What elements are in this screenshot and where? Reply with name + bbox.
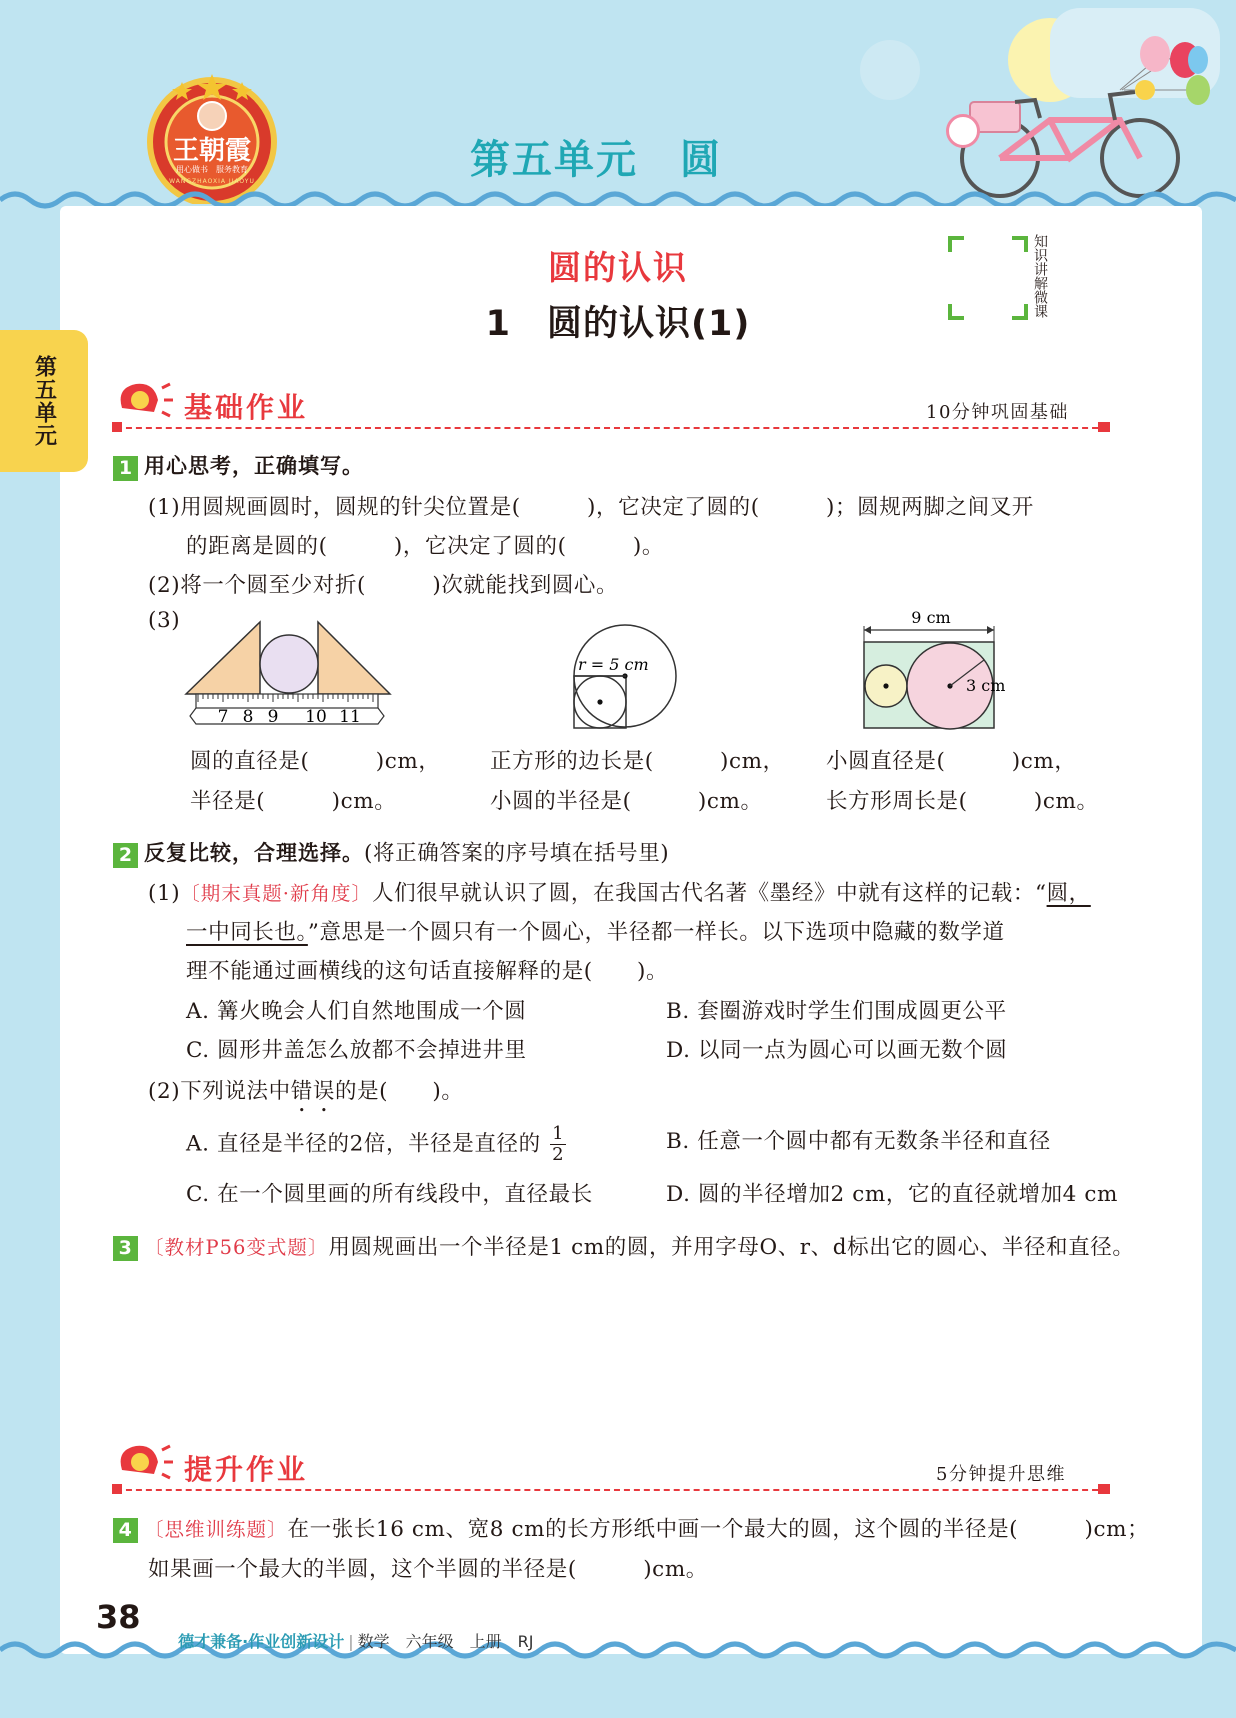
question-4-line2: 如果画一个最大的半圆，这个半圆的半径是( )cm。 <box>148 1557 708 1582</box>
figure-triangles-ruler <box>184 618 394 730</box>
width-label: 9 cm <box>911 608 951 627</box>
question-text: 在一张长16 cm、宽8 cm的长方形纸中画一个最大的圆，这个圆的半径是( )cm； <box>287 1517 1150 1542</box>
section-advance-note: 5分钟提升思维 <box>936 1464 1066 1485</box>
q2-p2-option-a[interactable] <box>186 1124 566 1165</box>
megaphone-icon <box>114 378 174 424</box>
page-number: 38 <box>96 1598 141 1636</box>
q2-part1-line2 <box>186 915 1005 946</box>
fraction <box>550 1124 566 1165</box>
footer-series <box>168 1610 534 1652</box>
unit-side-tab-label: 第五单元 <box>31 355 57 447</box>
question-title: 反复比较，合理选择。 <box>144 841 364 865</box>
topic-title: 圆的认识 <box>548 248 688 287</box>
source-tag: 〔教材P56变式题〕 <box>144 1236 329 1259</box>
question-4-line1 <box>113 1512 1149 1543</box>
bicycle-illustration <box>940 30 1210 205</box>
figure-rectangle-circles <box>858 608 1008 734</box>
fraction-numerator: 1 <box>552 1123 565 1144</box>
section-advance-divider <box>116 1489 1108 1491</box>
divider-end-left <box>112 1484 122 1494</box>
publisher-logo <box>146 72 278 204</box>
section-basic-title: 基础作业 <box>184 391 309 424</box>
fig1-answer-1: 圆的直径是( )cm， <box>190 749 441 774</box>
series-name: 德才兼备·作业创新设计 <box>178 1632 345 1651</box>
passage-text: ”意思是一个圆只有一个圆心，半径都一样长。以下选项中隐藏的数学道 <box>307 920 1005 945</box>
underlined-quote: 一中同长也。 <box>186 920 308 945</box>
lesson-title: 1 圆的认识(1) <box>485 304 751 344</box>
part-label: (1) <box>148 881 181 906</box>
figure-circle-square <box>568 622 684 732</box>
ruler-tick-label: 10 <box>305 707 327 727</box>
source-tag: 〔期末真题·新角度〕 <box>180 882 372 905</box>
stem-text: 的是( )。 <box>334 1079 464 1104</box>
ruler-tick-label: 11 <box>339 707 361 727</box>
q2-p1-option-c[interactable]: C. 圆形井盖怎么放都不会掉进井里 <box>186 1038 527 1063</box>
question-number: 1 <box>113 456 138 481</box>
q1-part3-label: (3) <box>148 608 181 633</box>
question-number: 4 <box>113 1518 138 1543</box>
fraction-denominator: 2 <box>552 1144 565 1165</box>
q2-p2-option-c[interactable]: C. 在一个圆里画的所有线段中，直径最长 <box>186 1182 593 1207</box>
speech-bubble-decoration <box>946 114 980 148</box>
radius-label: r = 5 cm <box>578 655 649 674</box>
q1-part1-line2: 的距离是圆的( )，它决定了圆的( )。 <box>186 534 664 559</box>
section-basic-divider <box>116 427 1108 429</box>
divider-end-right <box>1098 1484 1110 1494</box>
q2-p1-option-d[interactable]: D. 以同一点为圆心可以画无数个圆 <box>666 1038 1008 1063</box>
question-title: 用心思考，正确填写。 <box>144 454 364 478</box>
ruler-tick-label: 7 <box>217 707 229 727</box>
question-hint: (将正确答案的序号填在括号里) <box>364 841 670 866</box>
stem-text: (2)下列说法中 <box>148 1079 291 1104</box>
sun-decoration-small <box>860 40 920 100</box>
fig1-answer-2: 半径是( )cm。 <box>190 789 397 814</box>
fig3-answer-1: 小圆直径是( )cm， <box>826 749 1077 774</box>
passage-text: 人们很早就认识了圆，在我国古代名著《墨经》中就有这样的记载：“ <box>371 881 1047 906</box>
option-text: A. 直径是半径的2倍，半径是直径的 <box>186 1131 541 1157</box>
logo-arc-text: WANGZHAOXIA JIAOYU <box>169 178 255 185</box>
fig2-answer-1: 正方形的边长是( )cm， <box>490 749 785 774</box>
micro-course-qr-frame[interactable] <box>948 236 1028 320</box>
q1-part1-line1: (1)用圆规画圆时，圆规的针尖位置是( )，它决定了圆的( )；圆规两脚之间叉开 <box>148 495 1034 520</box>
q2-part1-line1 <box>148 876 1091 907</box>
q2-p1-option-a[interactable]: A. 篝火晚会人们自然地围成一个圆 <box>186 999 527 1024</box>
question-1-header <box>113 450 364 481</box>
logo-tagline: 用心做书 服务教育 <box>176 165 248 174</box>
ruler-tick-label: 8 <box>242 707 254 727</box>
divider-end-right <box>1098 422 1110 432</box>
q1-part2: (2)将一个圆至少对折( )次就能找到圆心。 <box>148 573 619 598</box>
underlined-quote: 圆， <box>1046 881 1091 906</box>
megaphone-icon <box>114 1440 174 1486</box>
section-advance-title: 提升作业 <box>184 1453 309 1486</box>
ruler-tick-label: 9 <box>267 707 279 727</box>
question-2-header <box>113 836 669 868</box>
footer-separator: | <box>348 1632 354 1651</box>
fig3-answer-2: 长方形周长是( )cm。 <box>826 789 1099 814</box>
q2-p1-option-b[interactable]: B. 套圈游戏时学生们围成圆更公平 <box>666 999 1007 1024</box>
q2-p2-option-d[interactable]: D. 圆的半径增加2 cm，它的直径就增加4 cm <box>666 1182 1119 1207</box>
question-number: 2 <box>113 843 138 868</box>
subject-info: 数学 六年级 上册 RJ <box>357 1632 534 1651</box>
emphasis-word: 错误 <box>290 1079 335 1104</box>
question-3 <box>113 1230 1134 1261</box>
divider-end-left <box>112 422 122 432</box>
section-basic-note: 10分钟巩固基础 <box>926 402 1069 423</box>
radius-label: 3 cm <box>966 676 1006 695</box>
source-tag: 〔思维训练题〕 <box>144 1518 288 1541</box>
micro-course-label: 知识讲解微课 <box>1032 234 1048 318</box>
q2-part2-stem <box>148 1074 463 1117</box>
q2-p2-option-b[interactable]: B. 任意一个圆中都有无数条半径和直径 <box>666 1129 1051 1154</box>
unit-title: 第五单元 圆 <box>470 137 722 183</box>
question-number: 3 <box>113 1236 138 1261</box>
unit-side-tab[interactable] <box>0 330 88 472</box>
q2-part1-line3: 理不能通过画横线的这句话直接解释的是( )。 <box>186 959 669 984</box>
q3-drawing-area[interactable] <box>140 1270 1100 1420</box>
question-text: 用圆规画出一个半径是1 cm的圆，并用字母O、r、d标出它的圆心、半径和直径。 <box>328 1235 1135 1260</box>
fig2-answer-2: 小圆的半径是( )cm。 <box>490 789 763 814</box>
logo-text: 王朝霞 <box>172 136 251 166</box>
